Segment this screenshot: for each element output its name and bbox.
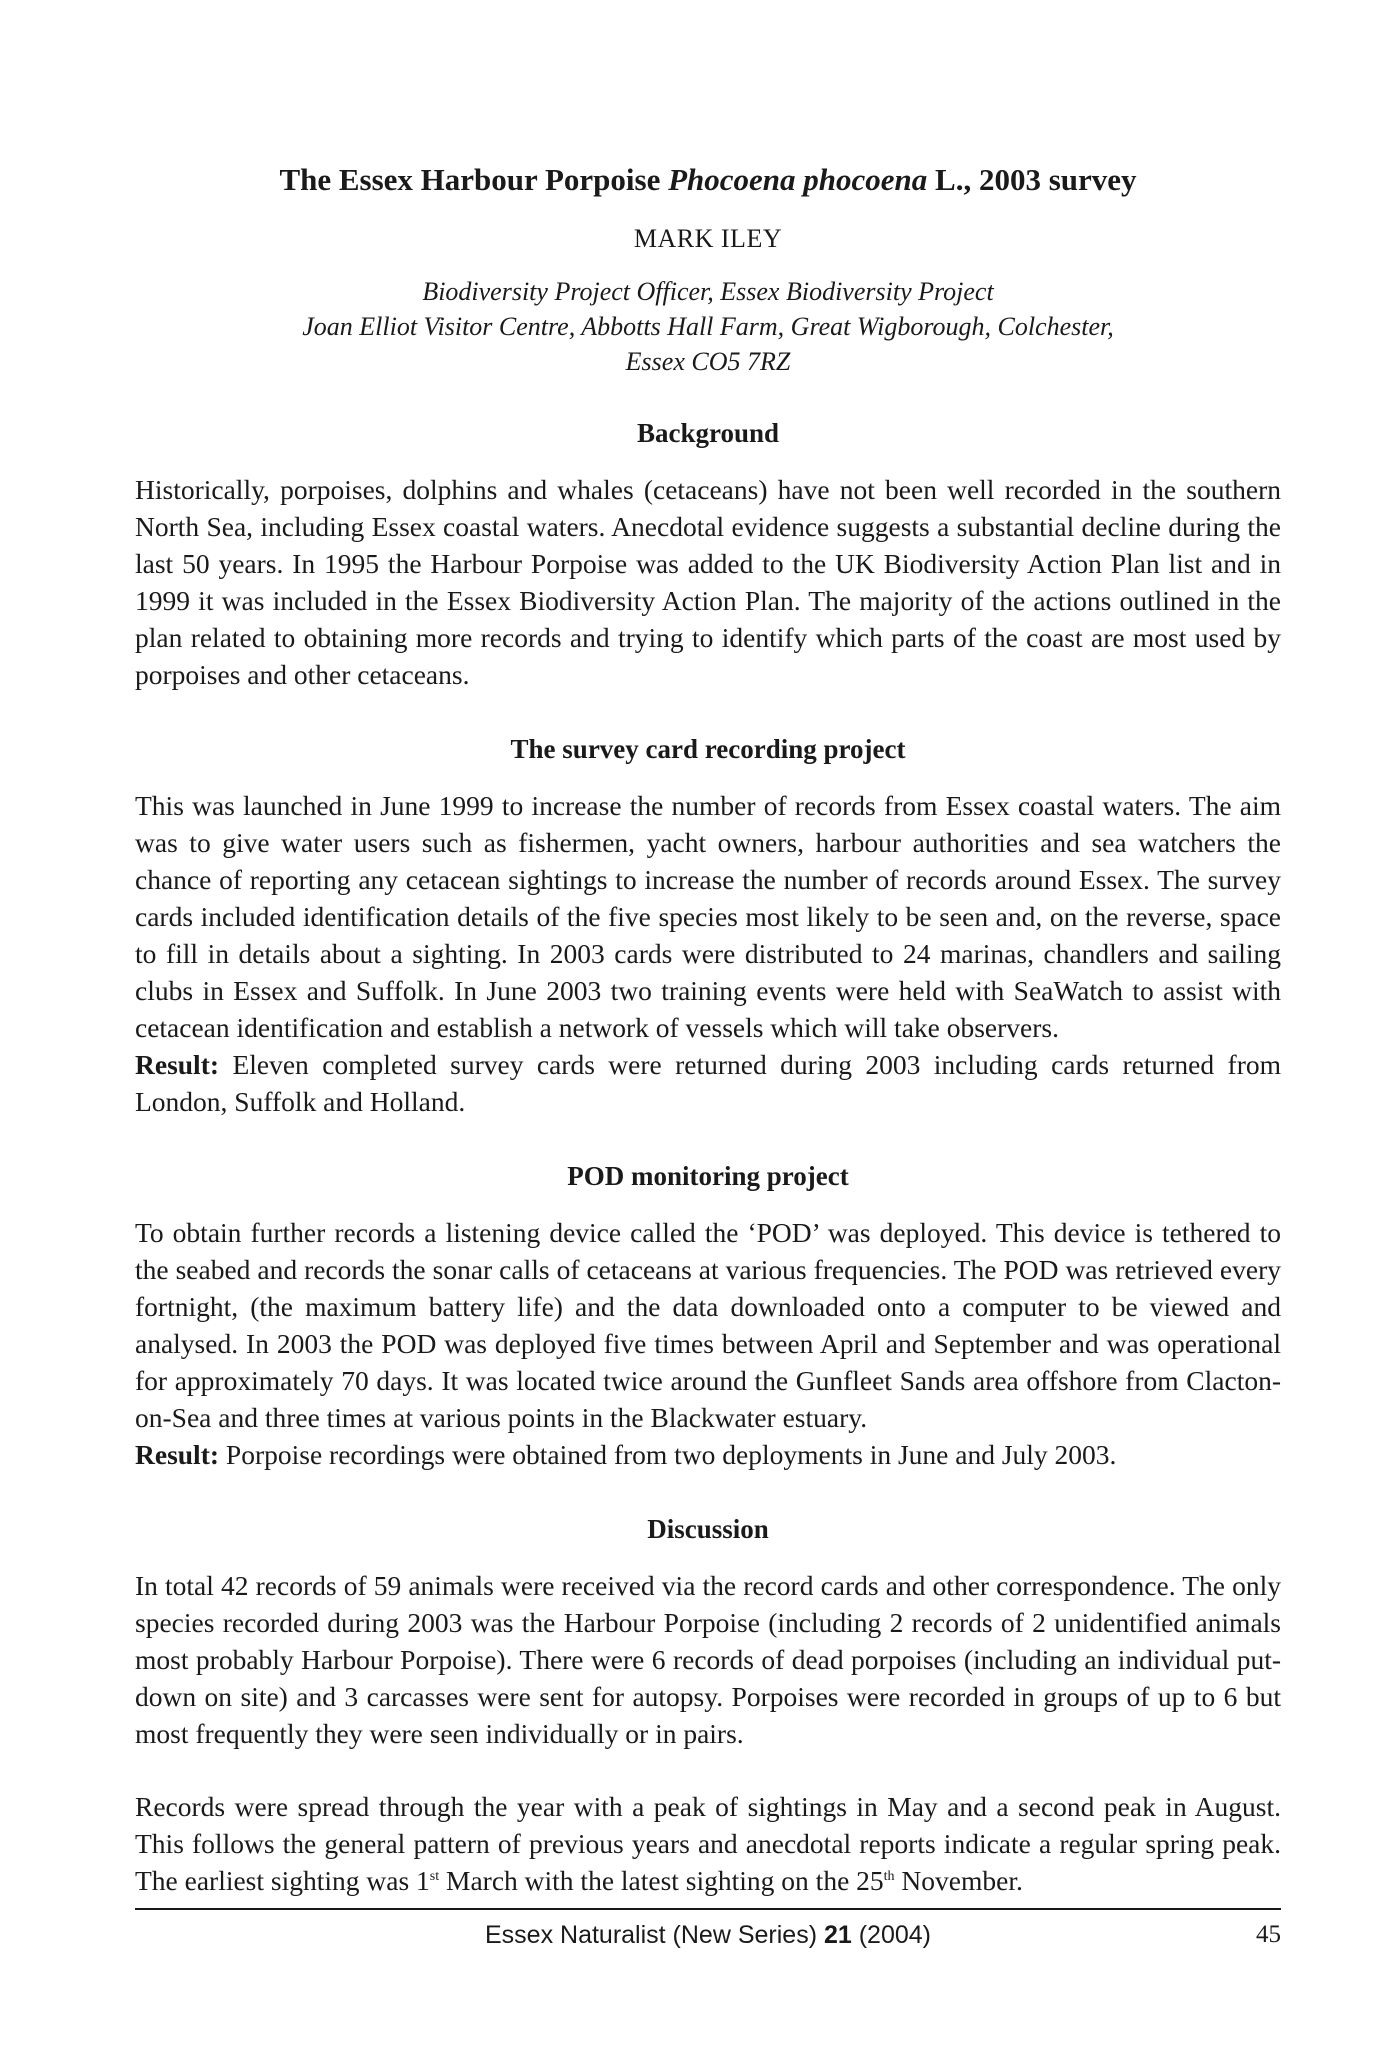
section-heading: Background	[636, 418, 780, 448]
body-paragraph: To obtain further records a listening device called the ‘POD’ was deployed. This device is tethered to the seabed and records the sonar calls of cetaceans at various frequencies. The POD was retrieved every fortnight, (the maximum battery life) and the data downloaded onto a computer to be viewed and analysed. In 2003 the POD was deployed five times between April and September and was operational for approximately 70 days. It was located twice around the Gunfleet Sands area offshore from Clacton-on-Sea and three times at various points in the Blackwater estuary.	[135, 1217, 1281, 1433]
title-text-end: L., 2003 survey	[927, 162, 1137, 197]
section-discussion	[135, 1511, 1281, 1899]
title-text: The Essex Harbour Porpoise	[279, 162, 669, 197]
article-title	[135, 160, 1281, 200]
body-paragraph	[135, 1788, 1281, 1899]
text-run: November.	[894, 1865, 1023, 1896]
journal-volume: 21	[823, 1921, 852, 1949]
body-paragraph: Historically, porpoises, dolphins and whales (cetaceans) have not been well recorded in the southern North Sea, including Essex coastal waters. Anecdotal evidence suggests a substantial decline during the last 50 years. In 1995 the Harbour Porpoise was added to the UK Biodiversity Action Plan list and in 1999 it was included in the Essex Biodiversity Action Plan. The majority of the actions outlined in the plan related to obtaining more records and trying to identify which parts of the coast are most used by porpoises and other cetaceans.	[135, 474, 1281, 690]
section-heading: POD monitoring project	[567, 1161, 849, 1191]
journal-citation	[135, 1918, 1281, 1952]
result-label: Result:	[135, 1049, 220, 1080]
section-heading: Discussion	[647, 1514, 769, 1544]
result-paragraph	[135, 1046, 1281, 1120]
affiliation-line: Biodiversity Project Officer, Essex Biodiversity Project	[422, 277, 994, 306]
body-paragraph: This was launched in June 1999 to increase the number of records from Essex coastal waters. The aim was to give water users such as fishermen, yacht owners, harbour authorities and sea watchers the chance of reporting any cetacean sightings to increase the number of records around Essex. The survey cards included identification details of the five species most likely to be seen and, on the reverse, space to fill in details about a sighting. In 2003 cards were distributed to 24 marinas, chandlers and sailing clubs in Essex and Suffolk. In June 2003 two training events were held with SeaWatch to assist with cetacean identification and establish a network of vessels which will take observers.	[135, 790, 1281, 1043]
result-label: Result:	[135, 1439, 220, 1470]
ordinal-suffix: th	[883, 1869, 895, 1884]
text-run: Records were spread through the year with a peak of sightings in May and a second peak in August. This follows the general pattern of previous years and anecdotal reports indicate a regular spring peak. The earliest sighting was 1	[135, 1791, 1281, 1896]
section-heading: The survey card recording project	[510, 734, 906, 764]
ordinal-suffix: st	[429, 1869, 440, 1884]
journal-name: Essex Naturalist (New Series)	[484, 1921, 824, 1949]
section-survey-card	[135, 731, 1281, 1120]
author-name: MARK ILEY	[633, 224, 783, 253]
section-pod-monitoring	[135, 1158, 1281, 1473]
affiliation-line: Joan Elliot Visitor Centre, Abbotts Hall Farm, Great Wigborough, Colchester,	[302, 312, 1114, 341]
page-number: 45	[1256, 1921, 1281, 1948]
text-run: March with the latest sighting on the 25	[439, 1865, 884, 1896]
body-paragraph: In total 42 records of 59 animals were received via the record cards and other correspondence. The only species recorded during 2003 was the Harbour Porpoise (including 2 records of 2 unidentified animals most probably Harbour Porpoise). There were 6 records of dead porpoises (including an individual put-down on site) and 3 carcasses were sent for autopsy. Porpoises were recorded in groups of up to 6 but most frequently they were seen individually or in pairs.	[135, 1570, 1281, 1749]
affiliation-line: Essex CO5 7RZ	[625, 347, 791, 376]
section-background	[135, 415, 1281, 693]
title-species: Phocoena phocoena	[668, 162, 928, 197]
result-text: Eleven completed survey cards were returned during 2003 including cards returned from London, Suffolk and Holland.	[135, 1049, 1281, 1117]
page-footer	[135, 1918, 1281, 1954]
footer-rule	[135, 1908, 1281, 1910]
author-affiliation	[135, 274, 1281, 379]
result-paragraph	[135, 1436, 1281, 1473]
journal-year: (2004)	[851, 1921, 931, 1949]
article	[135, 160, 1281, 1937]
result-text: Porpoise recordings were obtained from two deployments in June and July 2003.	[219, 1439, 1117, 1470]
